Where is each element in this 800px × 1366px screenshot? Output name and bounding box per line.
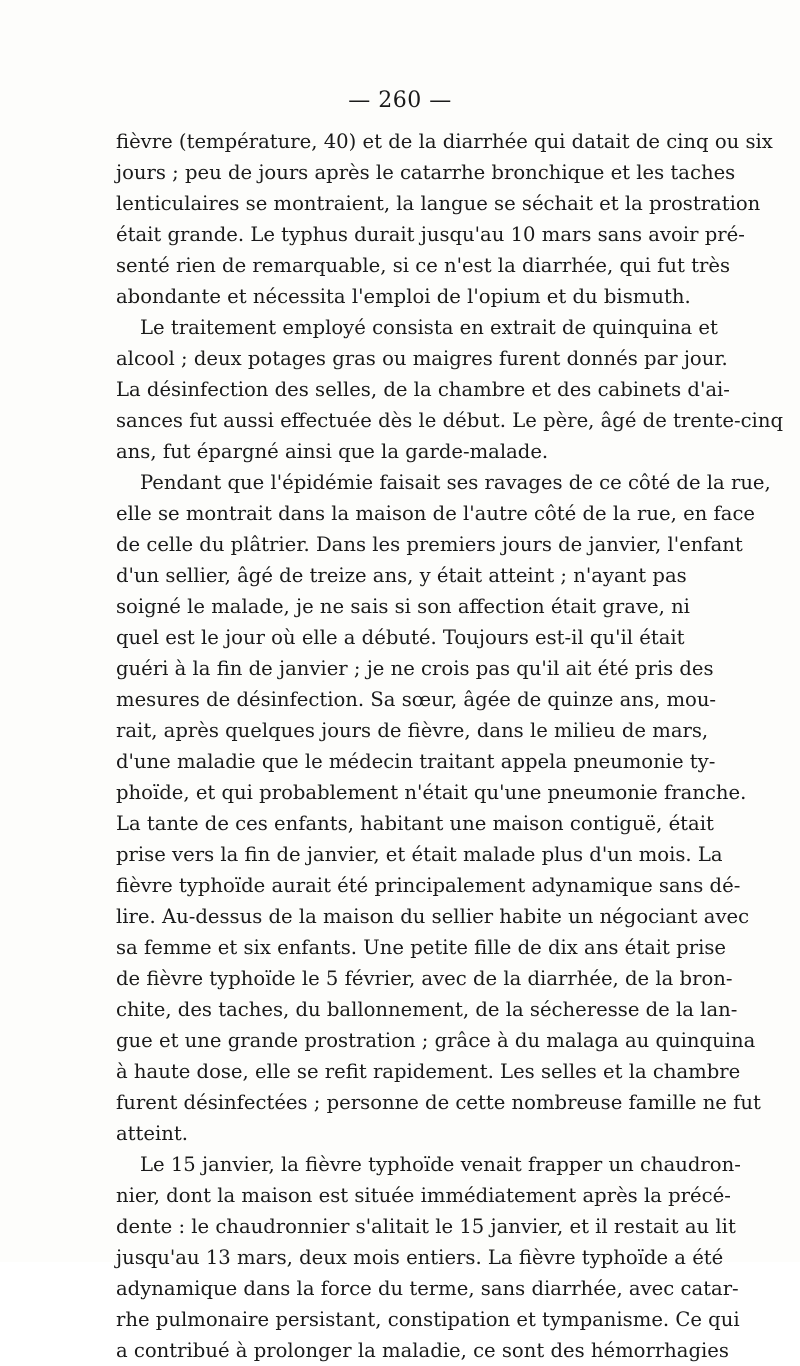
text-line: à haute dose, elle se refit rapidement. Les selles et la chambre — [116, 1060, 741, 1083]
text-line: sa femme et six enfants. Une petite fille de dix ans était prise — [116, 936, 726, 959]
text-line: alcool ; deux potages gras ou maigres furent donnés par jour. — [116, 347, 728, 370]
paragraph — [116, 1149, 741, 1366]
text-line: Le 15 janvier, la fièvre typhoïde venait frapper un chaudron- — [140, 1153, 741, 1176]
text-line: furent désinfectées ; personne de cette nombreuse famille ne fut — [116, 1091, 761, 1114]
text-line: adynamique dans la force du terme, sans diarrhée, avec catar- — [116, 1277, 739, 1300]
text-line: prise vers la fin de janvier, et était malade plus d'un mois. La — [116, 843, 723, 866]
text-line: lire. Au-dessus de la maison du sellier habite un négociant avec — [116, 905, 750, 928]
text-line: La tante de ces enfants, habitant une maison contiguë, était — [116, 812, 714, 835]
page-number: — 260 — — [348, 88, 452, 113]
text-line: jours ; peu de jours après le catarrhe bronchique et les taches — [116, 161, 736, 184]
body-text — [116, 126, 783, 1366]
text-line: de celle du plâtrier. Dans les premiers jours de janvier, l'enfant — [116, 533, 743, 556]
text-line: lenticulaires se montraient, la langue se séchait et la prostration — [116, 192, 761, 215]
text-line: sances fut aussi effectuée dès le début. Le père, âgé de trente-cinq — [116, 409, 783, 432]
text-line: de fièvre typhoïde le 5 février, avec de la diarrhée, de la bron- — [116, 967, 733, 990]
text-line: fièvre typhoïde aurait été principalement adynamique sans dé- — [116, 874, 741, 897]
text-line: soigné le malade, je ne sais si son affection était grave, ni — [116, 595, 690, 618]
text-line: nier, dont la maison est située immédiatement après la précé- — [116, 1184, 731, 1207]
text-line: phoïde, et qui probablement n'était qu'une pneumonie franche. — [116, 781, 747, 804]
text-line: a contribué à prolonger la maladie, ce sont des hémorrhagies — [116, 1339, 729, 1362]
text-line: Pendant que l'épidémie faisait ses ravages de ce côté de la rue, — [140, 471, 771, 494]
text-line: fièvre (température, 40) et de la diarrhée qui datait de cinq ou six — [116, 130, 773, 153]
text-line: rait, après quelques jours de fièvre, dans le milieu de mars, — [116, 719, 709, 742]
text-line: La désinfection des selles, de la chambre et des cabinets d'ai- — [116, 378, 730, 401]
paragraph — [116, 126, 773, 312]
text-line: abondante et nécessita l'emploi de l'opium et du bismuth. — [116, 285, 691, 308]
text-line: elle se montrait dans la maison de l'autre côté de la rue, en face — [116, 502, 756, 525]
text-line: était grande. Le typhus durait jusqu'au 10 mars sans avoir pré- — [116, 223, 745, 246]
text-line: senté rien de remarquable, si ce n'est la diarrhée, qui fut très — [116, 254, 730, 277]
text-line: mesures de désinfection. Sa sœur, âgée de quinze ans, mou- — [116, 688, 717, 711]
text-line: gue et une grande prostration ; grâce à du malaga au quinquina — [116, 1029, 756, 1052]
text-line: jusqu'au 13 mars, deux mois entiers. La fièvre typhoïde a été — [116, 1246, 724, 1269]
text-line: rhe pulmonaire persistant, constipation et tympanisme. Ce qui — [116, 1308, 740, 1331]
text-line: dente : le chaudronnier s'alitait le 15 janvier, et il restait au lit — [116, 1215, 736, 1238]
text-line: d'une maladie que le médecin traitant appela pneumonie ty- — [116, 750, 716, 773]
text-line: Le traitement employé consista en extrait de quinquina et — [140, 316, 718, 339]
text-line: chite, des taches, du ballonnement, de la sécheresse de la lan- — [116, 998, 738, 1021]
paragraph — [116, 467, 771, 1149]
text-line: ans, fut épargné ainsi que la garde-malade. — [116, 440, 549, 463]
text-line: quel est le jour où elle a débuté. Toujours est-il qu'il était — [116, 626, 685, 649]
text-line: guéri à la fin de janvier ; je ne crois pas qu'il ait été pris des — [116, 657, 714, 680]
text-line: d'un sellier, âgé de treize ans, y était atteint ; n'ayant pas — [116, 564, 687, 587]
paragraph — [116, 312, 783, 467]
text-line: atteint. — [116, 1122, 189, 1145]
